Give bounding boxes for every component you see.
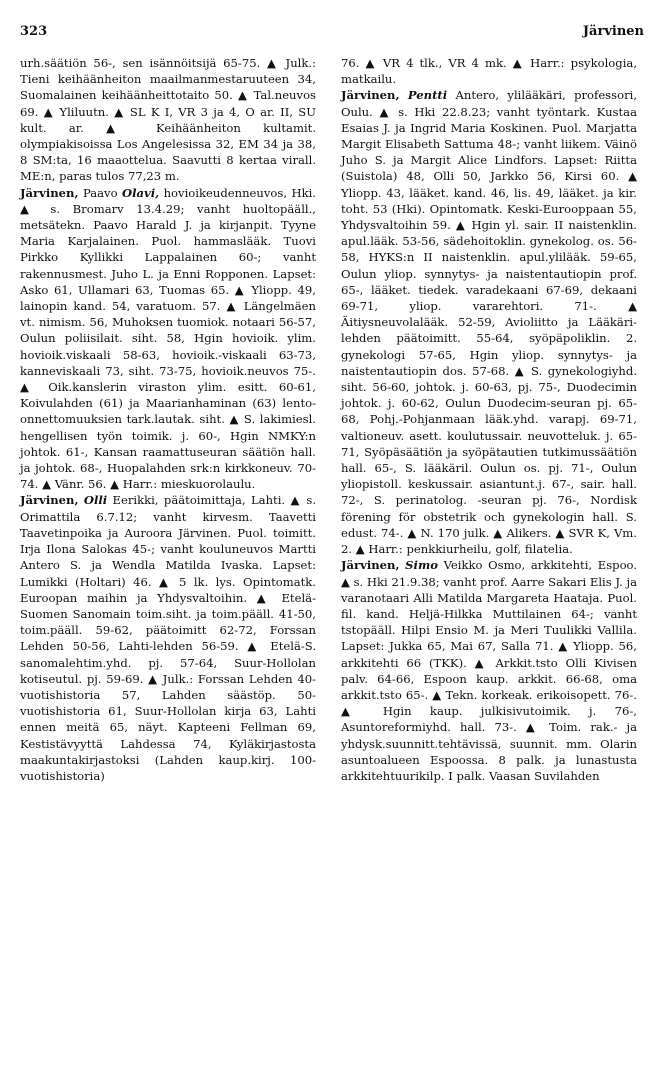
entry-jarvinen-olli [20,492,316,784]
entry-pre: Paavo [78,185,122,200]
entry-text: Eerikki, päätoimittaja, Lahti. ▲ s. Orimattila 6.7.12; vanht kirvesm. Taavetti Taavetinpoika ja Auroora Järvinen. Puol. toimitt. Irja Ilona Salokas 45-; vanht kouluneuvos Martti Antero S. ja Wendla Matilda Ivaska. Lapset: Lumikki (Holtari) 46. ▲ 5 lk. lys. Opintomatk. Euroopan maihin ja Yhdysvaltoihin. ▲ Etelä-Suomen Sanomain toim.siht. ja toim.pääll. 41-50, toim.pääll. 59-62, päätoimitt 62-72, Forssan Lehden 50-56, Lahti-lehden 56-59. ▲ Etelä-S. sanomalehtim.yhd. pj. 57-64, Suur-Hollolan kotiseutul. pj. 59-69. ▲ Julk.: Forssan Lehden 40-vuotishistoria 57, Lahden säästöp. 50-vuotishistoria 61, Suur-Hollolan kirja 63, Lahti ennen meitä 65, näyt. Kapteeni Fellman 69, Kestistävyyttä Lahdessa 74, Kyläkirjastosta maakuntakirjastoksi (Lahden kaup.kirj. 100-vuotishistoria) [20,493,317,783]
right-column [341,55,637,784]
entry-surname: Järvinen, [341,558,400,573]
entry-given: Olavi, [121,185,160,200]
entry-given: Olli [83,493,108,508]
left-column [20,55,316,784]
entry-surname: Järvinen, [20,493,79,508]
entry-text: Antero, ylilääkäri, professori, Oulu. ▲ s. Hki 22.8.23; vanht työntark. Kustaa Esaias J. ja Ingrid Maria Koskinen. Puol. Marjatta Margit Elisabeth Sattuma 48-; vanht liikem. Väinö Juho S. ja Margit Alice Lindfors. Lapset: Riitta (Suistola) 48, Olli 50, Jarkko 56, Kirsi 60. ▲ Yliopp. 43, lääket. kand. 46, lis. 49, lääket. ja kir. toht. 53 (Hki). Opintomatk. Keski-Eurooppaan 55, Yhdysvaltoihin 59. ▲ Hgin yl. sair. II naistenklin. apul.lääk. 53-56, sädehoitoklin. gynekolog. os. 56-58, HYKS:n II naistenklin. apul.ylilääk. 59-65, Oulun yliop. synnytys- ja naistentautiopin prof. 65-, lääket. tiedek. varadekaani 67-69, dekaani 69-71, yliop. vararehtori. 71-. ▲ Äitiysneuvolalääk. 52-59, Avioliitto ja Lääkäri-lehden päätoimitt. 55-64, syöpäpoliklin. 2. gynekologi 57-65, Hgin yliop. synnytys- ja naistentautiopin dos. 57-68. ▲ S. gynekologiyhd. siht. 56-60, johtok. j. 60-63, pj. 75-, Duodecimin johtok. j. 60-62, Oulun Duodecim-seuran pj. 65-68, Pohj.-Pohjanmaan lääk.yhd. varapj. 69-71, valtioneuv. asett. koulutussair. neuvotteluk. j. 65-71, Syöpäsäätiön ja syöpätautien tutkimussäätiön hall. 65-, S. lääkäril. Oulun os. pj. 71-, Oulun yliopistoll. keskussair. asiantunt.j. 67-, sair. hall. 72-, S. perinatolog. -seuran pj. 76-, Nordisk förening för obstetrik och gynekologin hall. S. edust. 74-. ▲ N. 170 julk. ▲ Alikers. ▲ SVR K, Vm. 2. ▲ Harr.: penkkiurheilu, golf, filatelia. [341,88,638,557]
entry-given: Simo [405,558,438,573]
entry-continuation [20,55,316,185]
entry-text: Veikko Osmo, arkkitehti, Espoo. ▲ s. Hki 21.9.38; vanht prof. Aarre Sakari Elis J. ja varanotaari Alli Matilda Margareta Haataja. Puol. fil. kand. Heljä-Hilkka Muttilainen 64-; vanht tstopääll. Hilpi Ensio M. ja Meri Tuulikki Vallila. Lapset: Jukka 65, Mai 67, Salla 71. ▲ Yliopp. 56, arkkitehti 66 (TKK). ▲ Arkkit.tsto Olli Kivisen palv. 64-66, Espoon kaup. arkkit. 66-68, oma arkkit.tsto 65-. ▲ Tekn. korkeak. erikoisopett. 76-. ▲ Hgin kaup. julkisivutoimik. j. 76-, Asuntoreformiyhd. hall. 73-. ▲ Toim. rak.- ja yhdysk.suunnitt.tehtävissä, suunnit. mm. Olarin asuntoalueen Espoossa. 8 palk. ja lunastusta arkkitehtuurikilp. I palk. Vaasan Suvilahden [341,558,638,783]
page-number: 323 [20,24,48,39]
entry-jarvinen-paavo-olavi [20,185,316,493]
entry-jarvinen-pentti [341,87,637,557]
entry-pre [400,88,408,102]
entry-surname: Järvinen, [341,88,400,103]
entry-continuation [341,55,637,87]
entry-text: urh.säätiön 56-, sen isännöitsijä 65-75. ▲ Julk.: Tieni keihäänheiton maailmanmestaruuteen 34, Suomalainen keihäänheittotaito 50. ▲ Tal.neuvos 69. ▲ Yliluutn. ▲ SL K I, VR 3 ja 4, O ar. II, SU kult. ar. ▲ Keihäänheiton kultamit. olympiakisoissa Los Angelesissa 32, EM 34 ja 38, 8 SM:ta, 16 maaottelua. Saavutti 8 kertaa virall. ME:n, paras tulos 77,23 m. [20,56,316,184]
entry-given: Pentti [407,88,448,103]
entry-surname: Järvinen, [20,185,79,200]
entry-text: hovioikeudenneuvos, Hki. ▲ s. Bromarv 13.4.29; vanht huoltopääll., metsätekn. Paavo Harald J. ja kirjanpit. Tyyne Maria Karjalainen. Puol. hammaslääk. Tuovi Pirkko Kyllikki Lappalainen 60-; vanht rakennusmest. Juho L. ja Enni Ropponen. Lapset: Asko 61, Ullamari 63, Tuomas 65. ▲ Yliopp. 49, lainopin kand. 54, varatuom. 57. ▲ Längelmäen vt. nimism. 56, Muhoksen tuomiok. notaari 56-57, Oulun poliisilait. siht. 58, Hgin hovioik. ylim. hovioik.viskaali 58-63, hovioik.-viskaali 63-73, kanneviskaali 73, siht. 73-75, hovioik.neuvos 75-. ▲ Oik.kanslerin viraston ylim. esitt. 60-61, Koivulahden (61) ja Maarianhaminan (63) lento-onnettomuuksien tark.lautak. siht. ▲ S. lakimiesl. hengellisen työn toimik. j. 60-, Hgin NMKY:n johtok. 61-, Kansan raamattuseuran säätiön hall. ja johtok. 68-, Huopalahden srk:n kirkkoneuv. 70-74. ▲ Vänr. 56. ▲ Harr.: mieskuorolaulu. [20,185,316,492]
running-head: Järvinen [582,24,644,39]
entry-jarvinen-simo [341,557,637,784]
entry-text: 76. ▲ VR 4 tlk., VR 4 mk. ▲ Harr.: psykologia, matkailu. [341,56,637,87]
